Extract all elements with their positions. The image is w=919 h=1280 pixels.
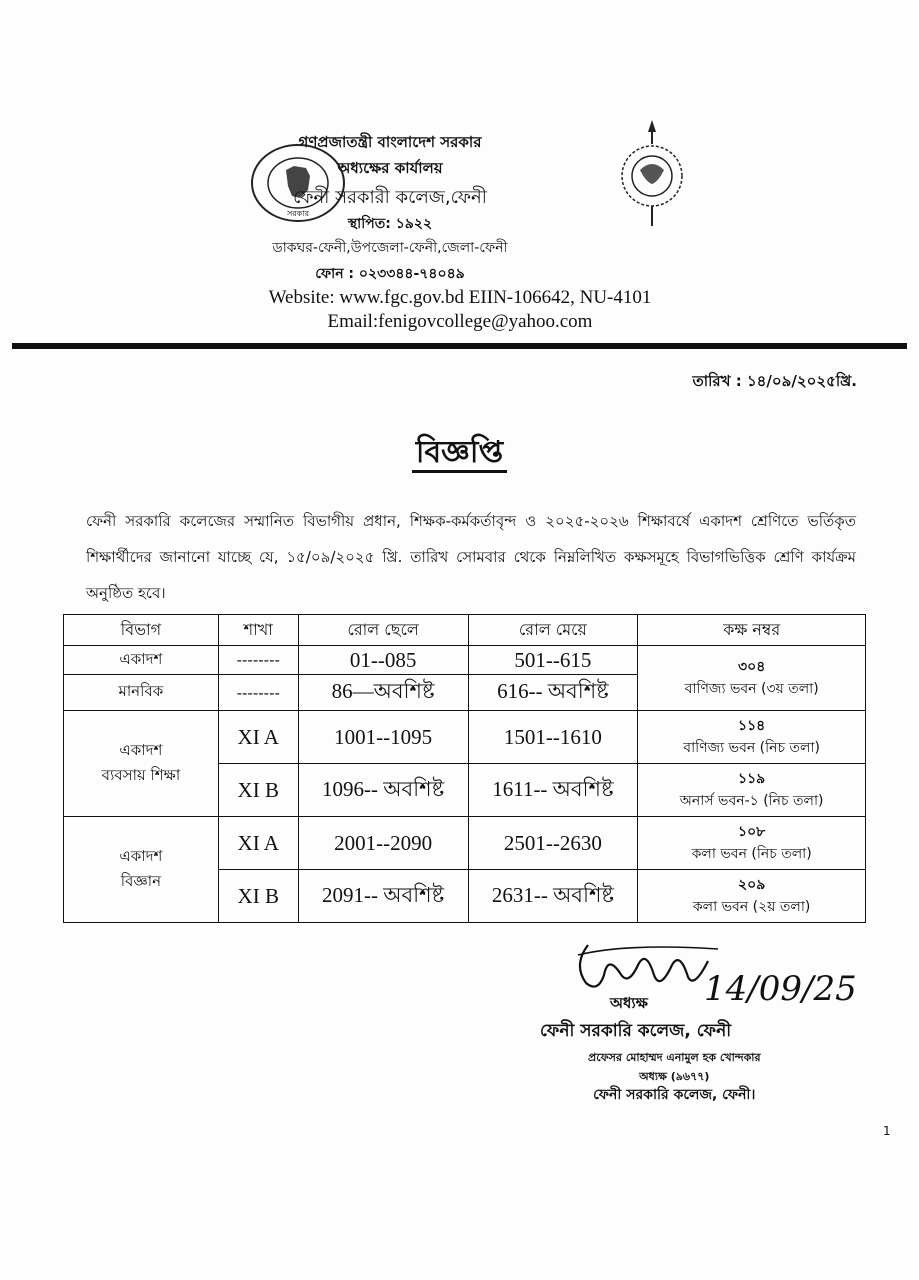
principal-stamp bbox=[588, 1048, 761, 1105]
header-roll-boys: রোল ছেলে bbox=[298, 615, 468, 646]
girls-roll-cell: 2501--2630 bbox=[468, 817, 638, 870]
header-divider bbox=[12, 343, 907, 349]
notice-title bbox=[0, 428, 919, 479]
room-building: বাণিজ্য ভবন (৩য় তলা) bbox=[684, 681, 819, 697]
girls-roll-cell: 616-- অবশিষ্ট bbox=[468, 675, 638, 711]
room-number: ১০৮ bbox=[738, 824, 766, 840]
stamp-name: প্রফেসর মোহাম্মদ এনামুল হক খোন্দকার bbox=[588, 1051, 761, 1064]
signature-college: ফেনী সরকারি কলেজ, ফেনী bbox=[540, 1021, 732, 1041]
dept-science-line2: বিজ্ঞান bbox=[120, 871, 162, 890]
room-building: বাণিজ্য ভবন (নিচ তলা) bbox=[683, 740, 820, 756]
notice-date: তারিখ : ১৪/০৯/২০২৫খ্রি. bbox=[692, 372, 857, 390]
room-cell bbox=[638, 646, 866, 711]
header-section: শাখা bbox=[218, 615, 298, 646]
room-cell bbox=[638, 817, 866, 870]
room-cell bbox=[638, 870, 866, 923]
government-title: গণপ্রজাতন্ত্রী বাংলাদেশ সরকার bbox=[298, 133, 482, 151]
stamp-college: ফেনী সরকারি কলেজ, ফেনী। bbox=[593, 1087, 756, 1103]
dept-business-line2: ব্যবসায় শিক্ষা bbox=[101, 765, 181, 784]
notice-body: ফেনী সরকারি কলেজের সম্মানিত বিভাগীয় প্রধান, শিক্ষক-কর্মকর্তাবৃন্দ ও ২০২৫-২০২৬ শিক্ষাবর্ষে একাদশ শ্রেণিতে ভর্তিকৃত শিক্ষার্থীদের জানানো যাচ্ছে যে, ১৫/০৯/২০২৫ খ্রি. তারিখ সোমবার থেকে নিম্নলিখিত কক্ষসমূহে বিভাগভিত্তিক শ্রেণি কার্যক্রম অনুষ্ঠিত হবে। bbox=[86, 512, 856, 602]
signature-block bbox=[540, 992, 840, 1017]
girls-roll-cell: 2631-- অবশিষ্ট bbox=[468, 870, 638, 923]
room-building: কলা ভবন (২য় তলা) bbox=[692, 899, 811, 915]
section-cell: -------- bbox=[218, 675, 298, 711]
website-line: Website: www.fgc.gov.bd EIIN-106642, NU-4101 bbox=[268, 287, 652, 308]
boys-roll-cell: 1001--1095 bbox=[298, 711, 468, 764]
established-year: স্থাপিত: ১৯২২ bbox=[347, 216, 433, 232]
table-row bbox=[64, 817, 866, 870]
section-cell: XI A bbox=[218, 711, 298, 764]
table-row bbox=[64, 646, 866, 675]
header-department: বিভাগ bbox=[64, 615, 219, 646]
class-schedule-table bbox=[63, 614, 866, 923]
header-room-number: কক্ষ নম্বর bbox=[638, 615, 866, 646]
boys-roll-cell: 01--085 bbox=[298, 646, 468, 675]
svg-text:সরকার: সরকার bbox=[286, 209, 310, 218]
dept-humanities-line1: একাদশ bbox=[64, 646, 219, 675]
phone-number: ফোন : ০২৩৩৪৪-৭৪০৪৯ bbox=[315, 266, 465, 282]
room-number: ১১৪ bbox=[738, 718, 766, 734]
girls-roll-cell: 501--615 bbox=[468, 646, 638, 675]
postal-address: ডাকঘর-ফেনী,উপজেলা-ফেনী,জেলা-ফেনী bbox=[272, 240, 508, 256]
college-name: ফেনী সরকারী কলেজ,ফেনী bbox=[293, 187, 487, 208]
room-number: ২০৯ bbox=[738, 877, 766, 893]
room-number: ১১৯ bbox=[738, 771, 766, 787]
principal-office-title: অধ্যক্ষের কার্যালয় bbox=[337, 159, 443, 177]
dept-humanities-line2: মানবিক bbox=[64, 675, 219, 711]
page-number: 1 bbox=[883, 1124, 891, 1138]
girls-roll-cell: 1501--1610 bbox=[468, 711, 638, 764]
boys-roll-cell: 86—অবশিষ্ট bbox=[298, 675, 468, 711]
room-cell bbox=[638, 764, 866, 817]
dept-business-cell bbox=[64, 711, 219, 817]
stamp-title: অধ্যক্ষ (৯৬৭৭) bbox=[639, 1070, 710, 1083]
dept-business-line1: একাদশ bbox=[119, 740, 163, 759]
section-cell: XI A bbox=[218, 817, 298, 870]
room-building: অনার্স ভবন-১ (নিচ তলা) bbox=[679, 793, 824, 809]
handwritten-date-text: 14/09/25 bbox=[704, 969, 857, 1009]
dept-science-line1: একাদশ bbox=[119, 846, 163, 865]
section-cell: -------- bbox=[218, 646, 298, 675]
dept-science-cell bbox=[64, 817, 219, 923]
header-roll-girls: রোল মেয়ে bbox=[468, 615, 638, 646]
section-cell: XI B bbox=[218, 870, 298, 923]
table-row bbox=[64, 711, 866, 764]
email-line: Email:fenigovcollege@yahoo.com bbox=[327, 311, 593, 332]
section-cell: XI B bbox=[218, 764, 298, 817]
table-header-row bbox=[64, 615, 866, 646]
notice-title-text: বিজ্ঞপ্তি bbox=[412, 435, 507, 473]
principal-designation: অধ্যক্ষ bbox=[610, 994, 648, 1012]
room-building: কলা ভবন (নিচ তলা) bbox=[691, 846, 812, 862]
boys-roll-cell: 2001--2090 bbox=[298, 817, 468, 870]
room-number: ৩০৪ bbox=[738, 659, 766, 675]
room-cell bbox=[638, 711, 866, 764]
boys-roll-cell: 1096-- অবশিষ্ট bbox=[298, 764, 468, 817]
girls-roll-cell: 1611-- অবশিষ্ট bbox=[468, 764, 638, 817]
boys-roll-cell: 2091-- অবশিষ্ট bbox=[298, 870, 468, 923]
